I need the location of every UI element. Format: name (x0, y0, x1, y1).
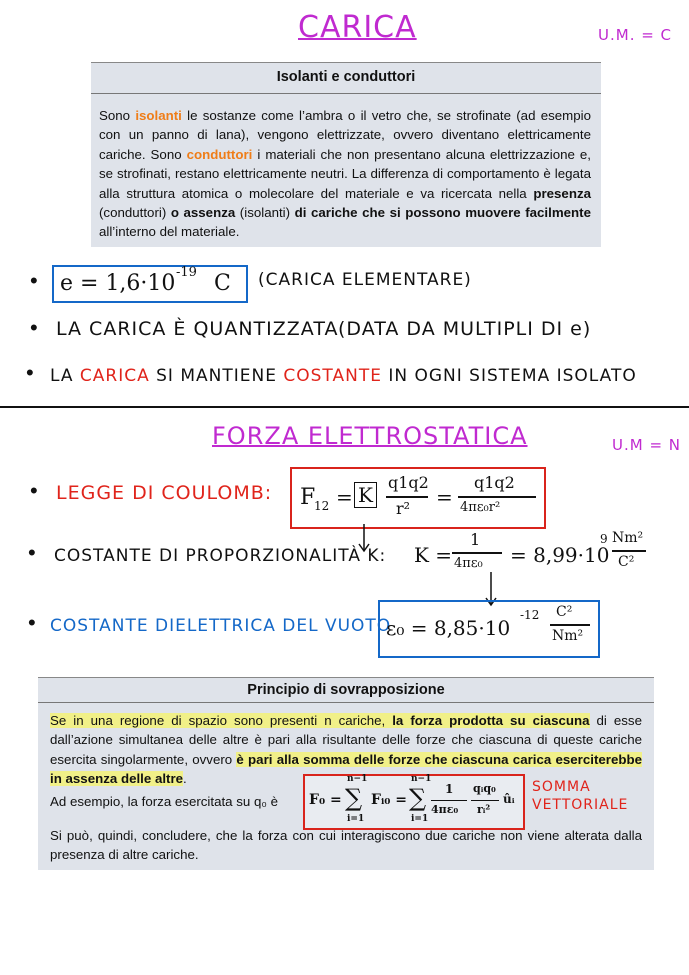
unit-carica: U.M. = C (598, 26, 673, 44)
bullet-dot: • (30, 268, 38, 293)
section-forza-title: FORZA ELETTROSTATICA (212, 422, 528, 450)
conclusion-text: Si può, quindi, concludere, che la forza con cui interagiscono due cariche non viene alterata dalla presenza di altre cariche. (50, 828, 642, 863)
term-isolanti: isolanti (135, 108, 182, 123)
eps-label: COSTANTE DIELETTRICA DEL VUOTO (50, 616, 392, 636)
section-divider (0, 406, 689, 408)
coulomb-label: LEGGE DI COULOMB: (56, 482, 273, 504)
quantized-text: LA CARICA È QUANTIZZATA (56, 318, 339, 340)
box-isolanti-conduttori (91, 62, 601, 247)
bullet-dot: • (30, 315, 38, 340)
coulomb-formula-box: F 12 = K q1q2 r² = q1q2 4πε₀r² (290, 467, 546, 529)
box-heading: Principio di sovrapposizione (247, 682, 445, 698)
bullet-dot: • (26, 360, 34, 385)
box-paragraph: Sono isolanti le sostanze come l’ambra o il vetro che, se strofinate (ad esempio con un panno di lana), vengono elettrizzate, ovvero diventano elettricamente cariche. Sono conduttori i materiali che non presentano alcuna elettrizzazione e, se strofinati, restano elettricamente neutri. La differenza di comportamento è legata alla struttura atomica o molecolare del materiale e va ricercata nella presenza (conduttori) o assenza (isolanti) di cariche che si possono muovere facilmente all’interno del materiale. (99, 108, 591, 240)
k-label: COSTANTE DI PROPORZIONALITÀ K: (54, 546, 387, 566)
elementary-charge-value: e = 1,6·10 (60, 271, 176, 296)
k-boxed: K (354, 482, 377, 508)
box-paragraph: Se in una regione di spazio sono presenti n cariche, la forza prodotta su ciascuna di esse dall’azione simultanea delle altre è pari alla risultante delle forze che ciascuna di queste cariche esercita singolarmente, ovvero è pari alla somma delle forze che ciascuna carica eserciterebbe in assenza delle altre. (50, 713, 642, 787)
superposition-formula-box: F₀ = n−1 ∑ i=1 Fᵢ₀ = n−1 ∑ i=1 1 4πε₀ qᵢq₀ rᵢ² ûᵢ (303, 774, 525, 830)
box-heading: Isolanti e conduttori (276, 69, 416, 85)
bullet-dot: • (28, 610, 36, 635)
term-conduttori: conduttori (186, 146, 253, 162)
eps-formula-box: ε₀ = 8,85·10 -12 C² Nm² (378, 600, 600, 658)
section-carica-title: CARICA (298, 10, 417, 45)
quantized-note: (DATA DA MULTIPLI DI e) (338, 318, 592, 340)
elementary-charge-box (52, 265, 248, 303)
unit-forza: U.M = N (612, 436, 682, 454)
elementary-charge-note: (CARICA ELEMENTARE) (258, 270, 472, 290)
example-text: Ad esempio, la forza esercitata su q₀ è (50, 794, 278, 809)
k-formula: K = 1 4πε₀ = 8,99·10 9 Nm² C² (414, 530, 654, 580)
elementary-charge-unit: C (214, 271, 231, 296)
somma-vettoriale-note: SOMMA VETTORIALE (532, 779, 629, 813)
bullet-dot: • (30, 478, 38, 503)
box-sovrapposizione (38, 677, 654, 870)
bullet-dot: • (28, 540, 36, 565)
elementary-charge-exp: -19 (176, 265, 197, 280)
conservation-text: LA CARICA SI MANTIENE COSTANTE IN OGNI SISTEMA ISOLATO (50, 366, 637, 386)
